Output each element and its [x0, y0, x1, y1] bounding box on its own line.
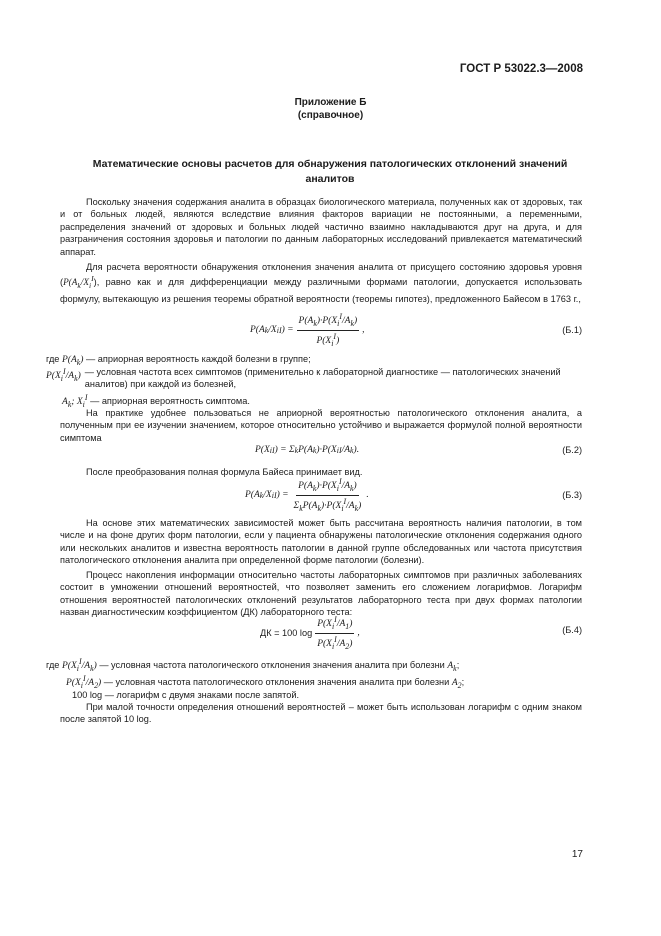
- document-header: ГОСТ Р 53022.3—2008: [459, 63, 583, 75]
- appendix-label: Приложение Б: [294, 97, 367, 108]
- paragraph-transform: После преобразования полная формула Байеса принимает вид.: [86, 467, 363, 477]
- paragraph-accumulation: Процесс накопления информации относительно частоты лабораторных симптомов при различных заболеваниях состоит в умножении отношений вероятностей, что позволяет заменить его сложением логарифмов. Логарифм отношения вероятностей патологических отклонений результатов лабораторного теста при двух формах патологии назван диагностическим коэффициентом (ДК) лабораторного теста:: [60, 570, 582, 618]
- definition-6: 100 log — логарифм с двумя знаками после запятой.: [72, 690, 300, 700]
- equation-b1-number: (Б.1): [562, 325, 582, 335]
- equation-b4: ДК = 100 log $\frac{P(X_i^I/A_1)}{P(X_i^I/A_2)}$ , (Б.4): [260, 615, 582, 651]
- paragraph-practice: На практике удобнее пользоваться не априорной вероятностью патологического отклонения аналита, а полученным при ее изучении значением, которое относительно устойчиво и выражается формулой полной вероятности симптома: [60, 408, 582, 443]
- equation-b4-number: (Б.4): [562, 625, 582, 635]
- paragraph-precision: При малой точности определения отношений вероятностей – может быть использован логарифм с одним знаком после запятой 10 log.: [60, 702, 582, 725]
- page-number: 17: [571, 849, 583, 860]
- section-title: Математические основы расчетов для обнаружения патологических отклонений значений аналитов: [92, 158, 568, 185]
- paragraph-intro: Поскольку значения содержания аналита в образцах биологического материала, полученных как от здоровых, так и от больных людей, являются вследствие влияния факторов вариации не постоянными, а переменными, распределения значений от здоровых и больных людей частично взаимно накладываются друг на друга, и для разграничения состояния здоровья и патологии по данным лабораторных исследований привлекается математический аппарат.: [60, 197, 582, 257]
- definition-4: где $P(X_i^I/A_k)$ — условная частота патологического отклонения значения аналита при болезни $A_k$;: [46, 657, 460, 674]
- equation-b3-number: (Б.3): [562, 490, 582, 500]
- equation-b1: P(A k /X i I ) = $\frac{P(A_k)\cdot P(X_i^I/A_k)}{P(X_i^I)}$ , (Б.1): [250, 312, 582, 348]
- definition-3: $A_k$; $X_i^I$ — априорная вероятность симптома.: [62, 393, 250, 410]
- definition-5: $P(X_i^I/A_2)$ — условная частота патологического отклонения значения аналита при болезни $A_2$;: [66, 674, 465, 691]
- equation-b3: P(A k /X i I ) = $\frac{P(A_k)\cdot P(X_i^I/A_k)}{\Sigma_kP(A_k)\cdot P(X_i^I/A_k)}$ . (Б.3): [245, 477, 582, 513]
- paragraph-bayes-intro: Для расчета вероятности обнаружения отклонения значения аналита от присущего состоянию здоровья уровня ($P(A_k/X_i^I)$, равно как и для дифференциации между различными формами патологии, допускается использовать формулу, вытекающую из решения теоремы обратной вероятности (теоремы гипотез), предложенного Байесом в 1763 г.,: [60, 262, 582, 304]
- appendix-type: (справочное): [297, 110, 364, 121]
- equation-b2: P(X i I ) = Σ k P(A k )·P(X i I /A k ). (Б.2): [255, 445, 582, 455]
- paragraph-basis: На основе этих математических зависимостей может быть рассчитана вероятность наличия патологии, в том числе и на фоне других форм патологии, если у пациента обнаружены патологические отклонения содержания одного или нескольких аналитов и известна вероятность патологии в данной группе обследованных или частота присутствия патологического отклонения аналита при определенной форме патологии (болезни).: [60, 518, 582, 566]
- definition-2: $P(X_i^I/A_k)$ — условная частота всех симптомов (применительно к лабораторной диагностике — патологических значений аналитов) при каждой из болезней,: [46, 367, 561, 390]
- definition-1: где $P(A_k)$ — априорная вероятность каждой болезни в группе;: [46, 354, 311, 367]
- equation-b2-number: (Б.2): [562, 445, 582, 455]
